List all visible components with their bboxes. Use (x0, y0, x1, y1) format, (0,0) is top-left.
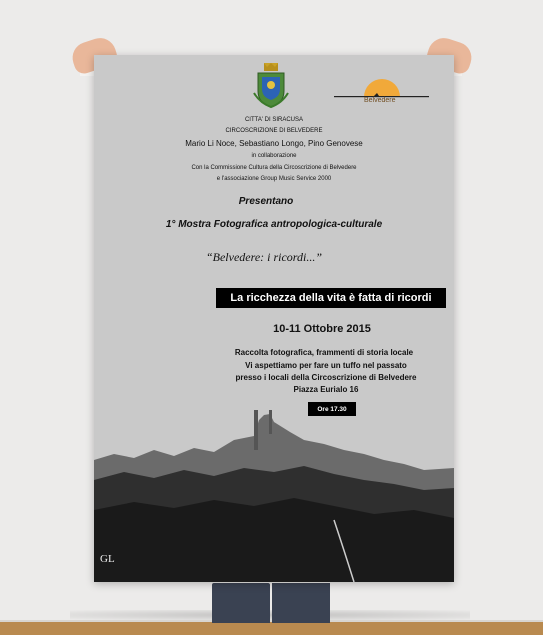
association-text: e l'associazione Group Music Service 2000 (216, 176, 332, 182)
info-line-4: Piazza Eurialo 16 (293, 385, 359, 394)
info-line-2: Vi aspettiamo per fare un tuffo nel passato (245, 361, 407, 370)
left-leg (212, 583, 270, 623)
person-legs (200, 583, 340, 623)
city-crest-icon (252, 63, 290, 111)
photographer-logo: GL (100, 553, 115, 565)
time-badge: Ore 17.30 (308, 402, 356, 416)
collaboration-text: in collaborazione (251, 153, 297, 159)
belvedere-logo-label: Belvedere (364, 97, 396, 104)
exhibition-quote: “Belvedere: i ricordi...” (205, 250, 323, 264)
event-poster (94, 55, 454, 582)
presentano-heading: Presentano (238, 196, 294, 207)
info-line-1: Raccolta fotografica, frammenti di storia locale (234, 348, 414, 357)
wooden-floor (0, 622, 543, 635)
commission-text: Con la Commissione Cultura della Circoscrizione di Belvedere (191, 165, 357, 171)
town-silhouette (94, 410, 454, 582)
right-leg (272, 583, 330, 623)
authors: Mario Li Noce, Sebastiano Longo, Pino Genovese (185, 139, 363, 148)
info-line-3: presso i locali della Circoscrizione di Belvedere (235, 373, 417, 382)
tagline-banner: La ricchezza della vita è fatta di ricordi (216, 288, 446, 308)
event-dates: 10-11 Ottobre 2015 (273, 323, 371, 335)
city-name: CITTA' DI SIRACUSA (244, 117, 304, 123)
exhibition-title: 1° Mostra Fotografica antropologica-culturale (165, 219, 383, 230)
district-name: CIRCOSCRIZIONE DI BELVEDERE (225, 128, 323, 134)
